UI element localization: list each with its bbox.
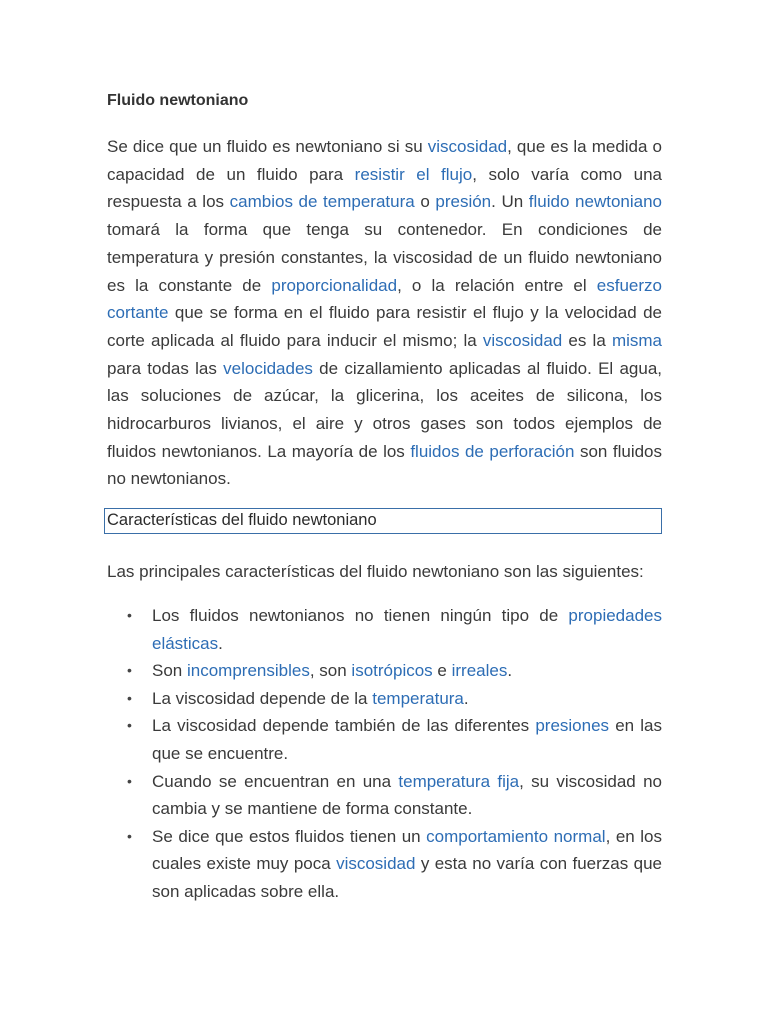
text-run: , son — [309, 661, 352, 681]
text-link[interactable]: fluidos de perforación — [410, 441, 575, 461]
list-item — [107, 602, 662, 657]
text-run: en las que se encuentre. — [152, 716, 662, 763]
list-item — [107, 823, 662, 906]
list-item — [107, 657, 662, 685]
text-link[interactable]: isotrópicos — [351, 661, 433, 681]
text-run: La viscosidad depende también de las diferentes — [152, 716, 536, 736]
text-link[interactable]: esfuerzo cortante — [107, 275, 662, 323]
text-link[interactable]: viscosidad — [336, 854, 416, 874]
bullet-icon: • — [127, 772, 132, 789]
text-link[interactable]: cambios de temperatura — [229, 192, 415, 212]
page-title: Fluido newtoniano — [107, 92, 249, 109]
text-run: tomará la forma que tenga su contenedor. En condiciones de temperatura y presión constantes, la viscosidad de un fluido newtoniano es la constante de — [107, 220, 662, 295]
text-run: Son — [152, 661, 187, 681]
intro-paragraph — [107, 133, 662, 493]
bullet-icon: • — [127, 607, 132, 623]
text-run: . — [507, 661, 513, 681]
text-run: que se forma en el fluido para resistir el flujo y la velocidad de corte aplicada al fluido para inducir el mismo; la — [107, 303, 662, 350]
bullet-icon: • — [127, 717, 132, 734]
text-run: Cuando se encuentran en una — [152, 771, 399, 791]
text-link[interactable]: fluido newtoniano — [528, 192, 662, 212]
text-run: de cizallamiento aplicadas al fluido. El agua, las soluciones de azúcar, la glicerina, los aceites de silicona, los hidrocarburos livianos, el aire y otros gases son todos ejemplos de fluidos newtonianos. La mayoría de los — [107, 358, 662, 461]
bullet-icon: • — [127, 827, 132, 844]
text-link[interactable]: misma — [611, 330, 663, 350]
text-run: La viscosidad depende de la — [152, 688, 373, 708]
characteristics-list — [107, 602, 662, 906]
characteristics-intro: Las principales características del fluido newtoniano son las siguientes: — [107, 562, 644, 581]
text-run: . Un — [491, 192, 529, 212]
text-link[interactable]: proporcionalidad — [271, 275, 398, 295]
text-run: . — [218, 633, 223, 653]
text-run: , su viscosidad no cambia y se mantiene de forma constante. — [152, 771, 662, 819]
text-link[interactable]: viscosidad — [427, 137, 508, 156]
text-link[interactable]: resistir el flujo — [354, 164, 473, 184]
text-run: , en los cuales existe muy poca — [152, 826, 663, 874]
text-run: , o la relación entre el — [397, 275, 597, 295]
text-run: son fluidos no newtonianos. — [107, 441, 663, 489]
text-link[interactable]: propiedades elásticas — [152, 606, 662, 653]
text-link[interactable]: viscosidad — [482, 330, 563, 350]
text-link[interactable]: temperatura — [372, 688, 464, 708]
section-title: Características del fluido newtoniano — [104, 508, 662, 534]
list-item — [107, 712, 662, 767]
text-link[interactable]: velocidades — [223, 358, 313, 378]
list-item — [107, 768, 662, 823]
text-link[interactable]: presiones — [535, 716, 610, 736]
text-link[interactable]: irreales — [451, 661, 508, 681]
text-link[interactable]: presión — [435, 192, 492, 212]
text-run: es la — [562, 330, 612, 350]
list-item — [107, 685, 662, 713]
text-run: para todas las — [107, 358, 224, 378]
bullet-icon: • — [127, 689, 132, 706]
text-run: , que es la medida o capacidad de un fluido para — [107, 137, 662, 184]
text-run: o — [414, 192, 436, 212]
text-run: , solo varía como una respuesta a los — [107, 164, 662, 212]
text-link[interactable]: incomprensibles — [186, 661, 310, 681]
text-run: . — [463, 688, 469, 708]
text-link[interactable]: temperatura fija — [398, 771, 520, 791]
text-run: Se dice que un fluido es newtoniano si su — [107, 137, 428, 156]
text-run: y esta no varía con fuerzas que son aplicadas sobre ella. — [152, 854, 663, 901]
text-run: Se dice que estos fluidos tienen un — [152, 826, 427, 846]
bullet-icon: • — [127, 662, 132, 679]
text-run: e — [432, 661, 452, 681]
text-run: Los fluidos newtonianos no tienen ningún tipo de — [152, 606, 569, 625]
text-link[interactable]: comportamiento normal — [426, 826, 606, 846]
